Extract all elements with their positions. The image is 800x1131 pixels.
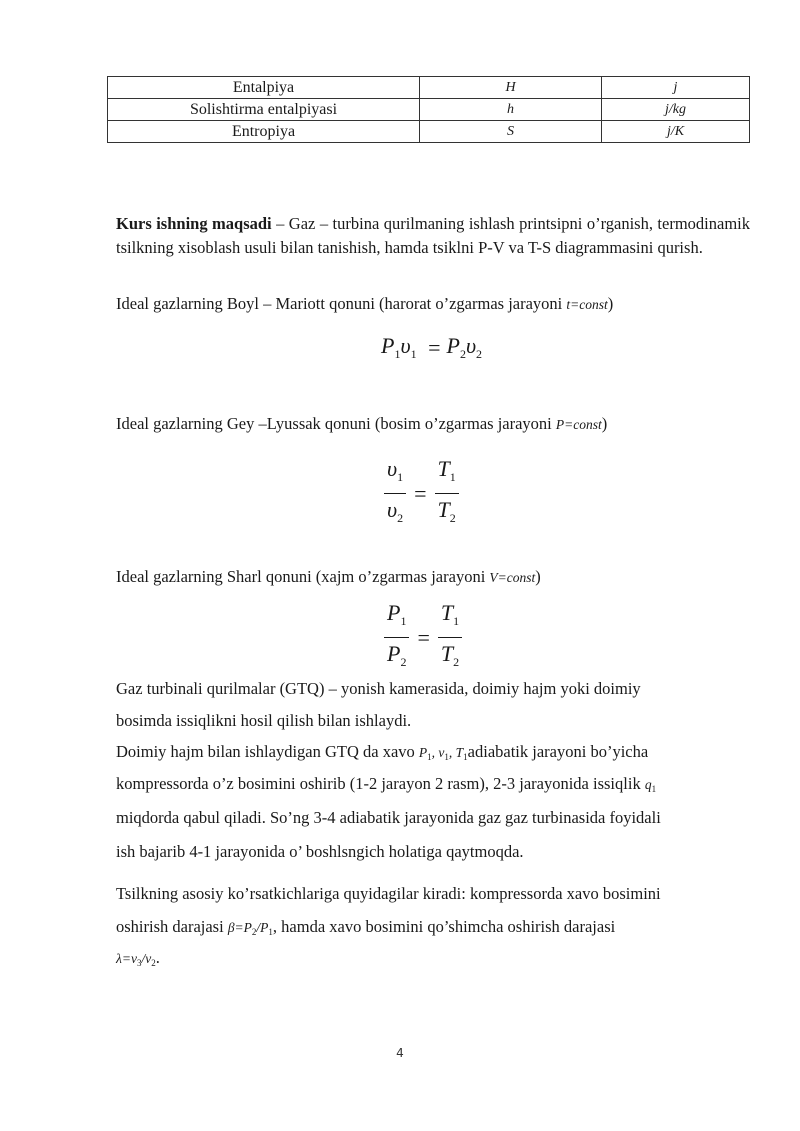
quantity-unit-cell: j/K: [602, 121, 750, 143]
gay-lussac-law-close: ): [601, 414, 608, 433]
table-row: [108, 77, 750, 99]
gtq-line-6: ish bajarib 4-1 jarayonida o’ boshlsngich holatiga qaytmoqda.: [116, 842, 524, 861]
table-row: [108, 121, 750, 143]
charles-law-line: [116, 567, 756, 587]
quantity-unit-cell: j/kg: [602, 99, 750, 121]
boyle-law-text: Ideal gazlarning Boyl – Mariott qonuni (harorat o’zgarmas jarayoni: [116, 294, 567, 313]
gay-lussac-left-fraction: $\frac{\upsilon_1}{\upsilon_2}$: [384, 456, 406, 531]
gtq-line-4: kompressorda o’z bosimini oshirib (1-2 jarayon 2 rasm), 2-3 jarayonida issiqlik $q_1$: [116, 774, 657, 794]
gtq-line-1: Gaz turbinali qurilmalar (GTQ) – yonish kamerasida, doimiy hajm yoki doimiy: [116, 679, 641, 698]
gay-lussac-law-line: [116, 414, 756, 434]
quantity-name-cell: Entropiya: [108, 121, 420, 143]
gtq-line-2: bosimda issiqlikni hosil qilish bilan ishlaydi.: [116, 711, 412, 730]
beta-expression: $\beta=P_2/P_1$: [227, 920, 273, 937]
course-goal-label: Kurs ishning maqsadi: [116, 214, 272, 233]
charles-law-text: Ideal gazlarning Sharl qonuni (xajm o’zgarmas jarayoni: [116, 567, 490, 586]
course-goal-text: – Gaz – turbina qurilmaning ishlash printsipni o’rganish, termodinamik tsilkning xisoblash usuli bilan tanishish, hamda tsiklni P-V va T-S diagrammasini qurish.: [116, 214, 750, 257]
quantity-name-cell: Entalpiya: [108, 77, 420, 99]
table-row: [108, 99, 750, 121]
quantity-unit-cell: j: [602, 77, 750, 99]
charles-law-close: ): [535, 567, 541, 586]
gay-lussac-right-fraction: $\frac{T_1}{T_2}$: [435, 456, 459, 531]
charles-left-fraction: $\frac{P_1}{P_2}$: [384, 600, 409, 675]
quantity-name-cell: Solishtirma entalpiyasi: [108, 99, 420, 121]
boyle-law-condition: t=const: [566, 297, 608, 312]
charles-law-formula: $\frac{P_1}{P_2}$ = $\frac{T_1}{T_2}$: [384, 600, 462, 675]
quantity-symbol-cell: S: [420, 121, 602, 143]
boyle-law-line: [116, 294, 756, 314]
gtq-line-5: miqdorda qabul qiladi. So’ng 3-4 adiabatik jarayonida gaz gaz turbinasida foyidali: [116, 808, 661, 827]
gtq-line-3: Doimiy hajm bilan ishlaydigan GTQ da xavo $P_1$, $v_1$, $T_1adiabatik$ jarayoni bo’yicha: [116, 742, 649, 762]
units-table: [107, 76, 750, 143]
boyle-law-formula: $P_1\upsilon_1 = P_2\upsilon_2$: [381, 333, 483, 361]
boyle-law-close: ): [607, 294, 614, 313]
units-table-body: [108, 77, 750, 143]
indicators-line-2: oshirish darajasi $\beta=P_2/P_1$, hamda xavo bosimini qo’shimcha oshirish darajasi: [116, 917, 616, 937]
quantity-symbol-cell: h: [420, 99, 602, 121]
gay-lussac-law-condition: P=const: [555, 417, 602, 432]
indicators-line-3: $\lambda=v_3/v_2$.: [116, 948, 160, 968]
quantity-symbol-cell: H: [420, 77, 602, 99]
gay-lussac-law-formula: $\frac{\upsilon_1}{\upsilon_2}$ = $\frac{T_1}{T_2}$: [384, 456, 459, 531]
charles-right-fraction: $\frac{T_1}{T_2}$: [438, 600, 462, 675]
gay-lussac-law-text: Ideal gazlarning Gey –Lyussak qonuni (bosim o’zgarmas jarayoni: [116, 414, 556, 433]
indicators-line-1: Tsilkning asosiy ko’rsatkichlariga quyidagilar kiradi: kompressorda xavo bosimini: [116, 884, 661, 903]
charles-law-condition: V=const: [489, 570, 536, 585]
lambda-expression: $\lambda=v_3/v_2$: [116, 951, 156, 968]
page-number: 4: [396, 1046, 404, 1060]
course-goal-paragraph: [116, 212, 750, 260]
